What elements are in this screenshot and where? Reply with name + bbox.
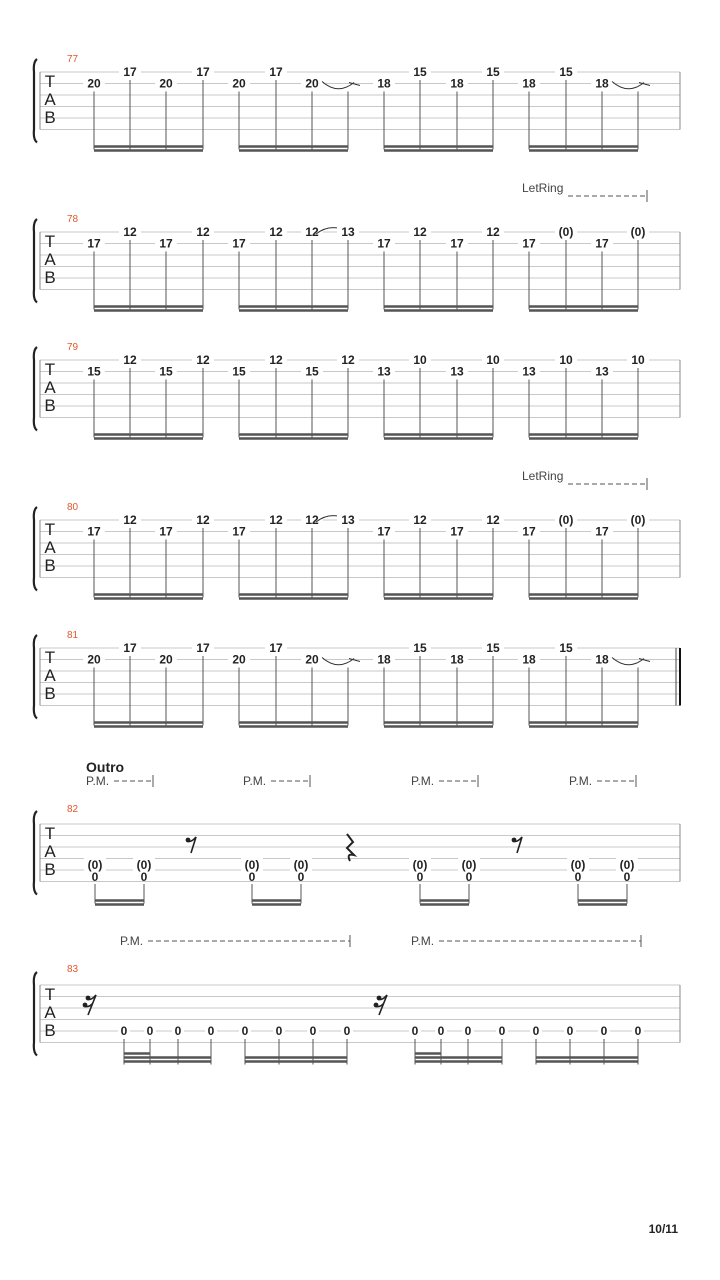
tab-clef-t: T bbox=[44, 519, 56, 539]
palm-mute-label: P.M. bbox=[120, 934, 144, 948]
fret-number: 12 bbox=[486, 513, 500, 527]
fret-number: 10 bbox=[559, 353, 573, 367]
fret-number: 17 bbox=[159, 524, 173, 539]
fret-number: 0 bbox=[91, 870, 99, 884]
fret-number: 12 bbox=[196, 225, 210, 239]
tab-clef-b: B bbox=[44, 683, 56, 703]
fret-number: 0 bbox=[174, 1024, 182, 1038]
fret-number: 12 bbox=[123, 513, 137, 527]
fret-number: 12 bbox=[486, 225, 500, 239]
fret-number: 10 bbox=[631, 353, 645, 367]
fret-number: 17 bbox=[196, 641, 210, 655]
fret-number: 17 bbox=[269, 641, 283, 655]
fret-number: 20 bbox=[305, 652, 319, 667]
fret-number: 15 bbox=[232, 364, 246, 379]
tab-clef-a: A bbox=[44, 537, 56, 557]
fret-number: 0 bbox=[464, 1024, 472, 1038]
fret-number: 0 bbox=[241, 1024, 249, 1038]
fret-number: 13 bbox=[522, 364, 536, 379]
ghost-fret-number: (0) bbox=[570, 858, 586, 872]
fret-number: 17 bbox=[450, 524, 464, 539]
fret-number: 12 bbox=[269, 353, 283, 367]
fret-number: 0 bbox=[574, 870, 582, 884]
measure-number: 80 bbox=[67, 502, 79, 513]
tab-clef-b: B bbox=[44, 107, 56, 127]
system-bracket bbox=[34, 507, 37, 591]
fret-number: 12 bbox=[305, 513, 319, 527]
tab-clef-t: T bbox=[44, 823, 56, 843]
fret-number: 0 bbox=[600, 1024, 608, 1038]
fret-number: 18 bbox=[450, 652, 464, 667]
fret-number: 17 bbox=[595, 524, 609, 539]
ghost-fret-number: (0) bbox=[293, 858, 309, 872]
fret-number: 15 bbox=[486, 65, 500, 79]
fret-number: 0 bbox=[207, 1024, 215, 1038]
fret-number: 13 bbox=[377, 364, 391, 379]
fret-number: 0 bbox=[146, 1024, 154, 1038]
fret-number: 17 bbox=[450, 236, 464, 251]
fret-number: 17 bbox=[377, 236, 391, 251]
fret-number: 18 bbox=[450, 76, 464, 91]
fret-number: 0 bbox=[120, 1024, 128, 1038]
tab-clef-t: T bbox=[44, 231, 56, 251]
tab-clef-a: A bbox=[44, 89, 56, 109]
fret-number: 13 bbox=[595, 364, 609, 379]
fret-number: (0) bbox=[558, 513, 574, 527]
fret-number: 18 bbox=[522, 76, 536, 91]
measure-number: 77 bbox=[67, 54, 79, 65]
fret-number: 17 bbox=[87, 524, 101, 539]
measure-number: 81 bbox=[67, 630, 79, 641]
ghost-fret-number: (0) bbox=[461, 858, 477, 872]
fret-number: 12 bbox=[269, 513, 283, 527]
tab-clef-b: B bbox=[44, 1020, 56, 1040]
tab-clef-a: A bbox=[44, 249, 56, 269]
fret-number: 17 bbox=[377, 524, 391, 539]
fret-number: 12 bbox=[123, 353, 137, 367]
fret-number: 0 bbox=[532, 1024, 540, 1038]
measure-number: 82 bbox=[67, 804, 79, 815]
fret-number: 20 bbox=[87, 76, 101, 91]
measure-number: 83 bbox=[67, 964, 79, 975]
fret-number: 0 bbox=[411, 1024, 419, 1038]
fret-number: 17 bbox=[595, 236, 609, 251]
measure-number: 78 bbox=[67, 214, 79, 225]
fret-number: 17 bbox=[159, 236, 173, 251]
fret-number: 13 bbox=[341, 513, 355, 527]
fret-number: 20 bbox=[159, 652, 173, 667]
system-bracket bbox=[34, 811, 37, 895]
fret-number: 20 bbox=[232, 76, 246, 91]
fret-number: 0 bbox=[498, 1024, 506, 1038]
fret-number: 12 bbox=[413, 225, 427, 239]
fret-number: (0) bbox=[558, 225, 574, 239]
palm-mute-label: P.M. bbox=[569, 774, 593, 788]
let-ring-label: LetRing bbox=[522, 181, 564, 195]
fret-number: 13 bbox=[450, 364, 464, 379]
section-title: Outro bbox=[86, 759, 125, 775]
tab-clef-t: T bbox=[44, 647, 56, 667]
fret-number: 20 bbox=[232, 652, 246, 667]
fret-number: 18 bbox=[377, 76, 391, 91]
fret-number: 17 bbox=[232, 236, 246, 251]
fret-number: 10 bbox=[413, 353, 427, 367]
fret-number: 17 bbox=[196, 65, 210, 79]
fret-number: 15 bbox=[559, 641, 573, 655]
fret-number: (0) bbox=[630, 225, 646, 239]
fret-number: 12 bbox=[123, 225, 137, 239]
tab-clef-t: T bbox=[44, 71, 56, 91]
fret-number: 15 bbox=[413, 641, 427, 655]
fret-number: 15 bbox=[305, 364, 319, 379]
fret-number: (0) bbox=[630, 513, 646, 527]
fret-number: 12 bbox=[196, 513, 210, 527]
fret-number: 17 bbox=[522, 524, 536, 539]
tab-clef-b: B bbox=[44, 555, 56, 575]
fret-number: 15 bbox=[413, 65, 427, 79]
fret-number: 20 bbox=[159, 76, 173, 91]
fret-number: 0 bbox=[309, 1024, 317, 1038]
fret-number: 17 bbox=[232, 524, 246, 539]
fret-number: 17 bbox=[87, 236, 101, 251]
tab-clef-a: A bbox=[44, 377, 56, 397]
fret-number: 0 bbox=[465, 870, 473, 884]
ghost-fret-number: (0) bbox=[136, 858, 152, 872]
palm-mute-label: P.M. bbox=[411, 934, 435, 948]
tab-clef-b: B bbox=[44, 267, 56, 287]
fret-number: 12 bbox=[341, 353, 355, 367]
system-bracket bbox=[34, 59, 37, 143]
fret-number: 18 bbox=[595, 652, 609, 667]
fret-number: 0 bbox=[437, 1024, 445, 1038]
fret-number: 12 bbox=[196, 353, 210, 367]
tab-clef-t: T bbox=[44, 359, 56, 379]
ghost-fret-number: (0) bbox=[244, 858, 260, 872]
fret-number: 18 bbox=[377, 652, 391, 667]
system-bracket bbox=[34, 972, 37, 1056]
fret-number: 12 bbox=[269, 225, 283, 239]
fret-number: 18 bbox=[595, 76, 609, 91]
fret-number: 0 bbox=[275, 1024, 283, 1038]
tab-clef-a: A bbox=[44, 1002, 56, 1022]
measure-number: 79 bbox=[67, 342, 79, 353]
tab-clef-a: A bbox=[44, 841, 56, 861]
fret-number: 10 bbox=[486, 353, 500, 367]
palm-mute-label: P.M. bbox=[86, 774, 110, 788]
tab-clef-t: T bbox=[44, 984, 56, 1004]
fret-number: 15 bbox=[486, 641, 500, 655]
fret-number: 12 bbox=[413, 513, 427, 527]
fret-number: 0 bbox=[343, 1024, 351, 1038]
staff bbox=[34, 972, 680, 1056]
ghost-fret-number: (0) bbox=[619, 858, 635, 872]
fret-number: 13 bbox=[341, 225, 355, 239]
page-number: 10/11 bbox=[648, 1222, 678, 1236]
tab-clef-a: A bbox=[44, 665, 56, 685]
system-bracket bbox=[34, 347, 37, 431]
fret-number: 0 bbox=[623, 870, 631, 884]
fret-number: 18 bbox=[522, 652, 536, 667]
fret-number: 20 bbox=[87, 652, 101, 667]
system-bracket bbox=[34, 219, 37, 303]
fret-number: 17 bbox=[522, 236, 536, 251]
fret-number: 17 bbox=[123, 641, 137, 655]
tab-clef-b: B bbox=[44, 395, 56, 415]
fret-number: 17 bbox=[123, 65, 137, 79]
ghost-fret-number: (0) bbox=[412, 858, 428, 872]
fret-number: 0 bbox=[416, 870, 424, 884]
fret-number: 15 bbox=[87, 364, 101, 379]
fret-number: 0 bbox=[634, 1024, 642, 1038]
palm-mute-label: P.M. bbox=[243, 774, 267, 788]
ghost-fret-number: (0) bbox=[87, 858, 103, 872]
tab-clef-b: B bbox=[44, 859, 56, 879]
fret-number: 0 bbox=[140, 870, 148, 884]
palm-mute-label: P.M. bbox=[411, 774, 435, 788]
fret-number: 0 bbox=[248, 870, 256, 884]
fret-number: 15 bbox=[559, 65, 573, 79]
fret-number: 12 bbox=[305, 225, 319, 239]
fret-number: 17 bbox=[269, 65, 283, 79]
fret-number: 0 bbox=[566, 1024, 574, 1038]
let-ring-label: LetRing bbox=[522, 469, 564, 483]
fret-number: 15 bbox=[159, 364, 173, 379]
fret-number: 0 bbox=[297, 870, 305, 884]
fret-number: 20 bbox=[305, 76, 319, 91]
system-bracket bbox=[34, 635, 37, 719]
